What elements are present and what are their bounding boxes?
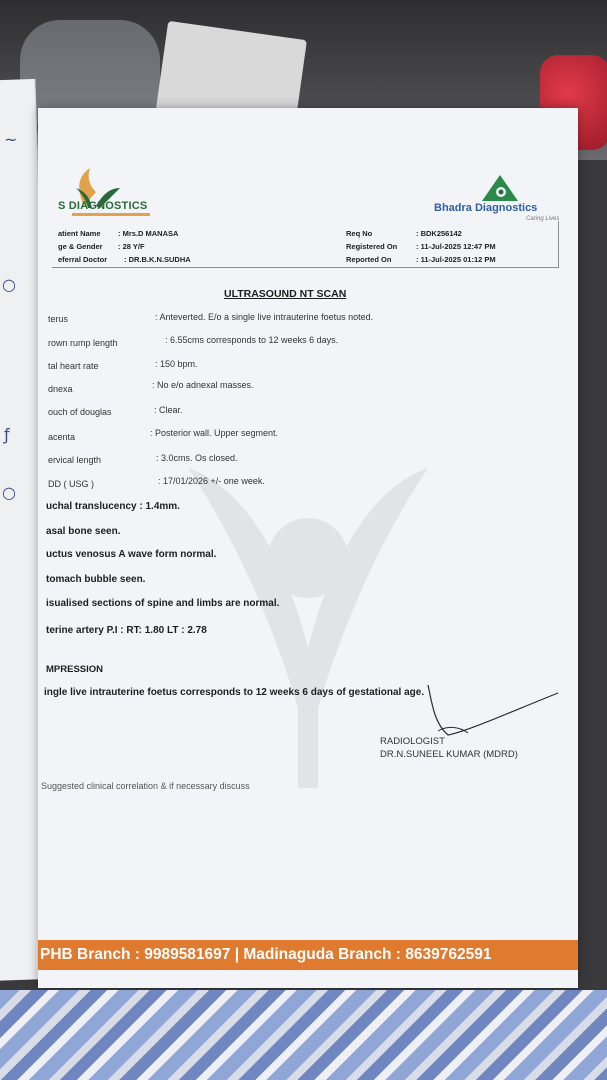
finding-bold-line: asal bone seen. <box>46 526 121 537</box>
left-page-scribble: ~ <box>4 130 18 149</box>
finding-bold-line: terine artery P.I : RT: 1.80 LT : 2.78 <box>46 625 207 636</box>
right-brand-tagline: Caring Lives <box>526 216 560 222</box>
left-page-scribble: ○ <box>2 275 16 294</box>
finding-label: rown rump length <box>48 338 118 348</box>
finding-bold-line: isualised sections of spine and limbs are normal. <box>46 598 280 609</box>
finding-value: : No e/o adnexal masses. <box>152 380 254 390</box>
radiologist-name: DR.N.SUNEEL KUMAR (MDRD) <box>380 749 518 760</box>
report-paper <box>38 108 578 988</box>
branch-footer: PHB Branch : 9989581697 | Madinaguda Branch : 8639762591 <box>38 940 578 970</box>
finding-bold-line: uctus venosus A wave form normal. <box>46 549 217 560</box>
finding-value: : Anteverted. E/o a single live intrauterine foetus noted. <box>155 312 374 322</box>
right-brand-name: Bhadra Diagnostics <box>434 202 538 214</box>
impression-text: ingle live intrauterine foetus corresponds to 12 weeks 6 days of gestational age. <box>44 687 425 698</box>
finding-label: tal heart rate <box>48 361 99 371</box>
finding-label: ouch of douglas <box>48 407 112 417</box>
finding-label: terus <box>48 314 69 324</box>
finding-label: ervical length <box>48 455 102 465</box>
impression-heading: MPRESSION <box>46 664 104 675</box>
finding-bold-line: uchal translucency : 1.4mm. <box>46 501 180 512</box>
patient-name-value: : Mrs.D MANASA <box>118 229 179 238</box>
reported-on-value: : 11-Jul-2025 01:12 PM <box>416 255 496 264</box>
referral-doctor-label: eferral Doctor <box>58 255 108 264</box>
finding-value: : Posterior wall. Upper segment. <box>150 428 279 438</box>
left-page-scribble: ƒ <box>4 425 10 444</box>
finding-bold-line: tomach bubble seen. <box>46 574 146 585</box>
reported-on-label: Reported On <box>346 255 392 264</box>
suggestion-note: Suggested clinical correlation & if necessary discuss <box>41 781 250 791</box>
req-no-value: : BDK256142 <box>416 229 462 238</box>
finding-label: acenta <box>48 432 76 442</box>
finding-value: : 17/01/2026 +/- one week. <box>158 476 265 486</box>
age-gender-value: : 28 Y/F <box>118 242 145 251</box>
registered-on-value: : 11-Jul-2025 12:47 PM <box>416 242 496 251</box>
finding-value: : 150 bpm. <box>155 359 198 369</box>
finding-label: DD ( USG ) <box>48 479 94 489</box>
patient-name-label: atient Name <box>58 229 101 238</box>
report-title: ULTRASOUND NT SCAN <box>224 288 347 300</box>
finding-value: : 6.55cms corresponds to 12 weeks 6 days. <box>165 335 339 345</box>
referral-doctor-value: : DR.B.K.N.SUDHA <box>124 255 191 264</box>
background-cloth <box>0 990 607 1080</box>
left-brand-name: S DIAGNOSTICS <box>58 200 148 212</box>
req-no-label: Req No <box>346 229 373 238</box>
radiologist-role: RADIOLOGIST <box>380 736 445 747</box>
registered-on-label: Registered On <box>346 242 398 251</box>
finding-value: : Clear. <box>154 405 183 415</box>
age-gender-label: ge & Gender <box>58 242 103 251</box>
left-brand-underline <box>72 213 150 216</box>
finding-label: dnexa <box>48 384 73 394</box>
left-page-scribble: ○ <box>2 483 16 502</box>
finding-value: : 3.0cms. Os closed. <box>156 453 238 463</box>
right-brand-logo <box>480 173 520 203</box>
